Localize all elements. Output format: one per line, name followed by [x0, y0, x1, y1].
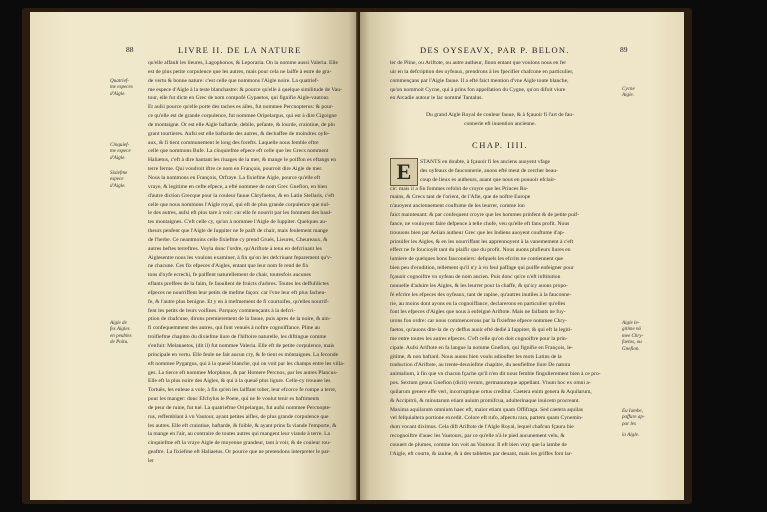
- folio-right: 89: [620, 45, 628, 54]
- left-page-text-line: fe, & l'autre plus benigne. Et y en à mefmement de fi courtoifes, qu'elles nourrif-: [148, 298, 329, 305]
- chapter-text-line: fé efcrire les efpeces des oyfeaux, tant de rapine, qu'autres inutiles à la fauconne-: [390, 291, 572, 298]
- left-page-text-line: efpeces ne nourriffent leur petits de mefme façon: car l'vne leur eft plus facheu-: [148, 289, 327, 296]
- left-page-text-line: geaftre. La fixiefme eft Haliaetus. Or pource que ne pretendons interpreter le par-: [148, 449, 331, 456]
- margin-note-right-2: Aigle le- gitime nõ mee Chry- faetos, ou Gnefion.: [622, 320, 644, 352]
- left-page-text-line: qu'elle affault les lieures, Lagophonos, & Leporaria. On la nomme aussi Valeria. Elle: [148, 60, 338, 66]
- left-page-text-line: de vertu & bonne nature: c'est celle que nommons l'Aigle noire. La quatrief-: [148, 77, 319, 84]
- chapter-text-line: bien peu d'erudition, tellement qu'il n'y à vn feul paffage qui puiffe enfeigner pour: [390, 265, 574, 272]
- left-page-text-line: cinquiefme eft la vraye Aigle de moyenne grandeur, tant à voir, & de couleur rou-: [148, 440, 331, 447]
- left-page-text-line: ges. La tierce eft nommee Morphnos, & par Homere Percnos, par les autres Plancus-: [148, 369, 338, 376]
- chapter-text-line: vel fefquialtera portione excedit. Colore eft rufo, afpectu rara, partem quam Cynemin-: [390, 415, 583, 422]
- chapter-text-line: me entre toutes les autres efpeces. C'eft celle qu'on doit cognoiftre pour la prin-: [390, 335, 568, 342]
- left-page-text-line: Aiglesentre nous les voulons examiner, à fin qu'on les defcriuant feparement qu'v-: [148, 254, 332, 261]
- left-page-text-line: celle que nommons Bufe. La cinquiefme efpece eft celle que les Grecs nomment: [148, 148, 329, 155]
- left-page-text-line: de montaigne. Or est elle Aigle baftarde, debile, pefante, & lourde, craintiue, de plu: [148, 121, 335, 128]
- left-page-text-line: rus, reffemblant à vn Vautour, ayant petites aifles, de plus grande corpulence que: [148, 413, 329, 420]
- left-page-text-line: de l'herbe. Ce neantmoins celle fixiefme cy prend Grués, Lieures, Cheureaux, &: [148, 236, 328, 243]
- chapter-text-line: cir: mais il a fin fommes refolut de croyre que les Princes Ro-: [390, 185, 529, 192]
- margin-note-left-4: Aigle de fes Aigles en peubles de Poitu.: [110, 320, 132, 346]
- left-page-text-line: Elle eft la plus noire des Aigles, & qui à la queuë plus ligure. Celle-cy trouuee les: [148, 378, 331, 385]
- left-page-text-line: Haliætus, c'eft à dire hantant les riuages de la mer, & mange le poiffon es eftangs en: [148, 157, 337, 164]
- right-intro-text: [390, 59, 618, 103]
- left-page-text-line: Tortuës, les enleue a vole, à fin qu'en les laiffant tober, leur efcorce fe rompe a terre,: [148, 387, 337, 394]
- margin-note-right-4: la Aigle.: [622, 432, 640, 438]
- left-page-text-line: ler: [148, 457, 154, 464]
- chapter-text-line: Maxima aquilarum omnium haec eft, maior etiam quam Offifraga. Sed caetera aquilas: [390, 406, 583, 413]
- chapter-text-line: rie, au moins dont ayons eu la cognoiffance, declarerons en particulier qu'elles: [390, 300, 566, 307]
- left-page-text-line: theurs penfent que l'Aigle de Iuppiter ne fe paift de chair, mais feulement mange: [148, 228, 329, 235]
- chapter-text-line: trouuons bien par Aelian autheur Grec que les Indiens auoyent couftume d'ap-: [390, 229, 565, 236]
- right-intro-line: uir en la defcription des oyfeaux, prendrons à les fpecifier chafcune en particulier,: [390, 68, 574, 75]
- left-page-text-line: terre ferme. Qui voudroit iftre ce nom en François, pourroit dire Aigle de mer.: [148, 166, 323, 173]
- margin-note-left-3: Sixiefme espece d'Aigle.: [110, 170, 128, 189]
- left-page-text-line: est de plus petite corpulence que les autres, mais pour cela ne laiffe à estre de gra-: [148, 68, 332, 75]
- right-intro-line: qu'on nommoit Cycne, qui à prins fon appellation du Cygne, qu'on difoit viure: [390, 86, 566, 93]
- chapter-text-line: prinuifer les Aigles, & en les nourriffant les apprennoyent à la vanemement à c'eft: [390, 238, 574, 245]
- left-page-text-line: la mange en l'air, au contraire de toutes autres qui mangent leur viande à terre. La: [148, 431, 331, 438]
- chapter-text-line: urons fon ordre: car nous commencerons par la fixiefme efpece nommee Chry-: [390, 318, 567, 325]
- chapter-text-line: faict maintenant: & par confequent croyre que les hommes prinfent & de petite puif-: [390, 212, 580, 219]
- margin-note-left-2: Cinquief- me espece d'Aigle.: [110, 142, 131, 161]
- right-page: [360, 12, 684, 500]
- left-page-text: [148, 59, 350, 466]
- chapter-text-line: fance, ne vouloyent faire defpence à telle chofe, veu qu'elle eft fans profit. Nous: [390, 220, 570, 227]
- left-page-text-line: principale en vertu. Elle feule ne fait aucun cry, & fe tient es môntaignes. La feconde: [148, 351, 339, 358]
- left-page-text-line: ce qu'elle est de grande corpulence, fut nommee Oripelargus, qui est à dire Cigoigne: [148, 113, 337, 120]
- chapter-text-line: coup de lieux es autheurs, auant que nous en pouuoir efclair-: [420, 176, 556, 183]
- chapter-text-line: STANTS en doubte, à fçauoir fi les anciens auoyent vfage: [420, 159, 551, 165]
- chapter-text-line: quilarum genere effe veri, incorruptique ortus creditur. Caetera enim genera & Aquilarum,: [390, 388, 592, 395]
- left-page-text-line: tes montaignes. C'eft celle cy, qu'on à nommee l'Aigle de Iuppiter. Quelques au-: [148, 219, 327, 226]
- open-book: [22, 8, 692, 504]
- left-page-text-line: le des autres, aufsi eft plus tare à voir: car elle fe nourrit par les fommets des haul-: [148, 210, 332, 217]
- margin-note-right-1: Cycne Aigle.: [622, 86, 635, 99]
- right-intro-line: ler de Pline, ou Ariftote, ou autre autheur, finon entant que voulons nous en fer: [390, 60, 567, 66]
- left-page-text-line: fi confequemment des autres, qui font venuës à noftre cognoiffance. Pline au: [148, 325, 320, 332]
- chapter-text-line: effect ne fe foucioyêt tant du plaifir que du profit. Nous auons plufieurs liures en: [390, 247, 571, 254]
- chapter-text-line: mains, & Grecs tant de l'orient, de l'Afie, que de noftre Europe: [390, 194, 531, 201]
- left-page-text-line: Et auſsi pource qu'elle porte des taches es aïles, fut nommee Percnopterus: & pour-: [148, 104, 334, 111]
- chapter-text-line: nouuelle d'aduire les Aigles, & les leurrer pour la chaffe, & qu'icy auons propo-: [390, 282, 568, 289]
- left-page-text-line: ption de chafcune, dirons premierement de la fauue, puis apres de la noire, & ain-: [148, 316, 331, 323]
- left-page-text-line: tons d'oyfe ecrechi, fe paiffent naturellement de chair, toutesfois aucunes: [148, 272, 311, 279]
- left-page-text-line: de peur de ruine, fut tué. La quatriefme Oripelargus, fut aufsi nommee Percnopte-: [148, 404, 332, 411]
- left-page-text-line: grant tourtieres. Aufsi est elle baftarde des autres, & dechaffee de moindres oyfe-: [148, 130, 330, 137]
- left-page-text-line: s'enfuit: Melanaetos, (dit il) fut nommee Valeria. Elle eft de petite corpulence, mais: [148, 343, 335, 349]
- chapter-text-line: des oyfeaux de fauconnerie, auons efté meut de cercher beau-: [420, 167, 558, 174]
- chapter-text-line: cipale. Aufsi Ariftote en fa langue la nomme Gnefion, qui fignifie en François, le-: [390, 344, 573, 351]
- chapter-text-line: n'auoyent anciennement couftume de les leurrer, comme lon: [390, 203, 525, 210]
- chapter-heading: CHAP. IIII.: [472, 140, 528, 150]
- chapter-text-line: fçauoir cognoiftre vn oyfeau de nom ancien. Puis donc qu'ce n'eft inftitution: [390, 273, 561, 280]
- chapter-text-line: l'Aigle, eft courte, & iaulne, & à des tablettes par deuant, mais les griffes font lar-: [390, 450, 573, 457]
- left-page-text-line: troifiefme chapitre du dixiefme liure de l'hiftoire naturelle, les diftingue comme: [148, 334, 327, 341]
- chapter-text-line: dum vocant diximus. Cela dift Ariftote de l'Aigle Royal, lequel chafcun fçaura bie: [390, 424, 574, 431]
- left-page-text-line: celle que nous nommons l'Aigle royal, qui eft de plus grande corpulence que nul-: [148, 201, 330, 208]
- left-page-text-line: aux, & fi tient communement le long des forefts. Laquelle nous femble eftre: [148, 139, 319, 146]
- right-intro-line: en Arcadie autour le lac nommé Tantalus.: [390, 95, 483, 102]
- chapter-text-line: faetos, qu'auons dite-la de cy deffus auoir efté dedié à Iuppiter, & qui eft la legiti-: [390, 327, 573, 334]
- chapter-text-line: recognoiftre d'auec les Vautours, par ce qu'elle n'à le pied aucunement velu, &: [390, 433, 565, 440]
- left-page-text-line: eflants preffees de la faim, fe faoullent de fruicts d'arbres. Toutes les deffufdictes: [148, 281, 329, 288]
- left-page: [30, 12, 358, 500]
- left-page-text-line: fent les petits de leurs voifines. Parquoy commençants à la defcri-: [148, 307, 296, 314]
- chapter-text-line: font les efpeces d'Aigles que nous à enfeigné Ariftote. Mais ne faifants ne fuy-: [390, 309, 566, 316]
- left-page-text-line: autres beftes terreftres. Voyla donc l'ordre, qu'Ariftote à tenu en defcriuant les: [148, 245, 322, 252]
- margin-note-right-3: Eu Iambe, paffure ap- par les: [622, 408, 645, 427]
- left-page-text-line: pour les manger: donc Efchylus le Poete, qui ne fe voulut tenir es baftiments: [148, 396, 320, 403]
- right-intro-line: commençans par l'Aigle fauue. Il a efté faict mention d'vne Aigle toute blanche,: [390, 77, 569, 84]
- chapter-text-line: animalium, à fin que vn chacun fçache qu'il n'en dit nous femble fingulierement bien à ce pro-: [390, 371, 601, 378]
- chapter-text-line: gitime, & non baftard. Nous auons bien voulu adioufter les mots Latins de la: [390, 353, 562, 360]
- left-page-text-line: d'autre diction Grecque pour la couleur fauue Chryfaetos, & en Latin Stellaris, c'eft: [148, 192, 335, 199]
- chapter-text-line: couuert de plumes, comme lon voit au Vautour. Il eft bien vray que la iambe de: [390, 442, 567, 448]
- chapter-text-line: traduction d'Ariftote, au trente-deuxiefme chapitre, du neufiefme liure De natura: [390, 362, 571, 369]
- margin-note-left-1: Quatrief- me especes d'Aigle.: [110, 78, 133, 97]
- chapter-text: [390, 158, 618, 459]
- left-page-text-line: tour, elle fut dicte en Grec de nom compofé Gypaetos, qui fignifie Aigle-vautour.: [148, 95, 330, 102]
- chapter-text-line: pos. Sextum genus Gnefion (dicit) verum, germanumque appellant. Vnum hoc ex omni a-: [390, 380, 591, 387]
- dropcap-letter: E: [390, 158, 418, 186]
- left-page-text-line: Nous la nommons en François, Orfraye. La fixiefme Aigle, pource qu'elle eft: [148, 174, 321, 181]
- running-head-left: LIVRE II. DE LA NATURE: [178, 45, 302, 55]
- running-head-right: DES OYSEAVX, PAR P. BELON.: [420, 45, 570, 55]
- folio-left: 88: [126, 45, 134, 54]
- left-page-text-line: ne chacune. Ces fix efpeces d'Aigles, entant que leur nom fe rend de fix: [148, 263, 309, 270]
- left-page-text-line: me espece d'Aigle à la teste blanchastre: & pource qu'elle à quelque similitude de Vau-: [148, 86, 342, 93]
- left-page-text-line: eft nommee Pygargus, qui à la queuë blanche, qui on voit par les champs entre les villa-: [148, 360, 345, 367]
- left-page-text-line: vraye, & legitime en cefte efpece, a efté nommee de nom Grec Gnefion, en bien: [148, 183, 328, 190]
- left-page-text-line: les autres. Elle eft craintiue, baftarde, & foible, & ayant prins fa viande l'emporte, &: [148, 422, 337, 429]
- chapter-text-line: & Accipitrû, & minutarum etiam auium promifcua, adulterinaque inuicem procreant.: [390, 397, 580, 404]
- section-title: Du grand Aigle Royal de couleur fauue, & à fçauoir fi l'art de fau- connerie eft inuention ancienne.: [426, 112, 574, 127]
- chapter-text-line: lumiere de quelques bons fauconniers: defquels les efcrits ne contiennent que: [390, 256, 564, 263]
